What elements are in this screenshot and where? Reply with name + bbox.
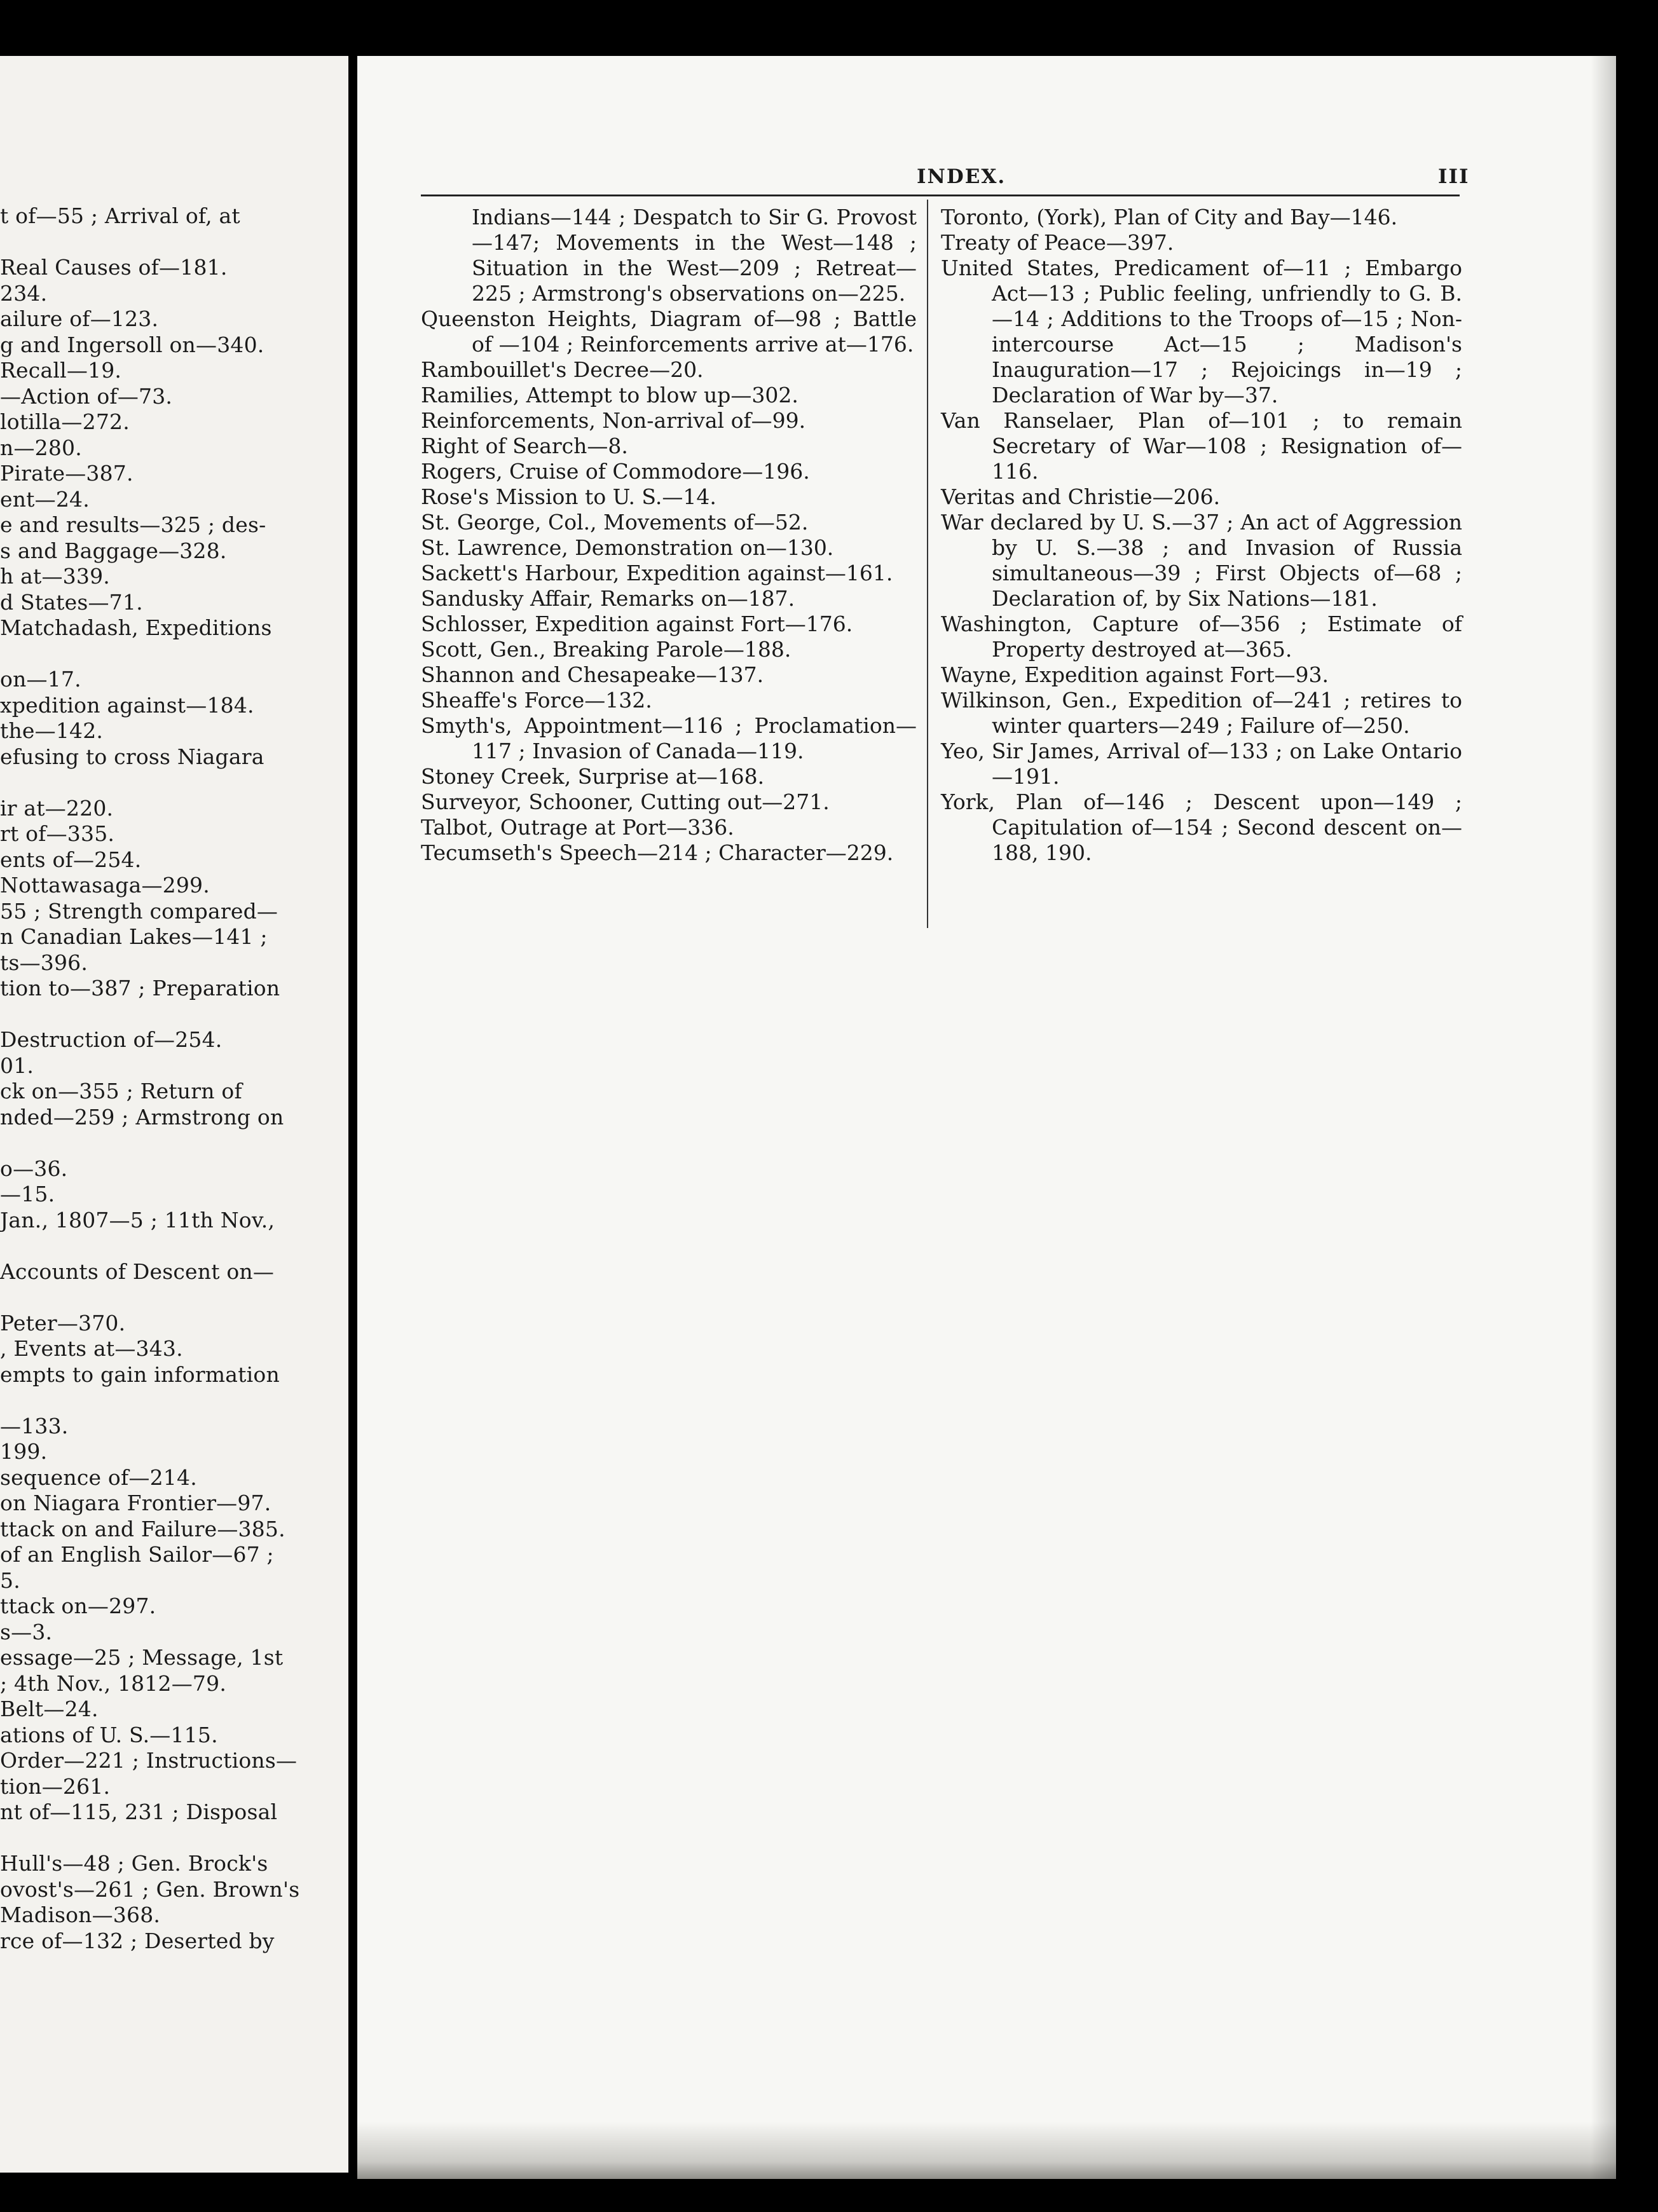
book-gutter [348,0,357,2212]
running-head [357,165,1616,193]
previous-page-line: Accounts of Descent on— [0,1259,275,1284]
index-entry: Van Ranselaer, Plan of—101 ; to remain Secretary of War—108 ; Resignation of—116. [941,408,1462,484]
previous-page-line: ations of U. S.—115. [0,1722,218,1747]
previous-page-line: Matchadash, Expeditions [0,615,272,640]
index-entry: Talbot, Outrage at Port—336. [421,815,734,840]
previous-page-line: nt of—115, 231 ; Disposal [0,1799,278,1824]
column-divider [927,200,928,928]
previous-page-line: nded—259 ; Armstrong on [0,1104,284,1130]
index-entry: Scott, Gen., Breaking Parole—188. [421,637,791,662]
running-title: INDEX. [917,165,1006,188]
previous-page-line: t of—55 ; Arrival of, at [0,203,240,228]
previous-page-line: , Events at—343. [0,1336,183,1361]
previous-page-line: Recall—19. [0,358,122,383]
previous-page-line: sequence of—214. [0,1464,197,1490]
previous-page-line: xpedition against—184. [0,692,254,718]
previous-page-line: Nottawasaga—299. [0,873,210,898]
index-entry: Sackett's Harbour, Expedition against—161. [421,561,893,585]
header-rule [421,195,1460,196]
index-entry: Right of Search—8. [421,434,628,458]
previous-page-line: empts to gain information [0,1362,280,1387]
index-entry: Rose's Mission to U. S.—14. [421,484,716,509]
index-entry: St. Lawrence, Demonstration on—130. [421,535,834,560]
previous-page-line: Peter—370. [0,1310,126,1335]
previous-page-line: ents of—254. [0,847,142,872]
previous-page-line: —133. [0,1413,69,1438]
index-entry: Smyth's, Appointment—116 ; Proclamation—117 ; Invasion of Canada—119. [421,713,917,763]
previous-page-line: Real Causes of—181. [0,255,228,280]
previous-page-line: 5. [0,1567,20,1593]
index-entry: Sheaffe's Force—132. [421,688,652,713]
index-entry: York, Plan of—146 ; Descent upon—149 ; Capitulation of—154 ; Second descent on—188, 190. [941,789,1462,865]
previous-page-line: ts—396. [0,950,88,975]
previous-page-line: ir at—220. [0,795,114,821]
previous-page-fragment [0,56,348,2173]
page-edge-shadow [1591,56,1616,2179]
previous-page-line: Belt—24. [0,1697,99,1721]
previous-page-line: ent—24. [0,486,90,512]
previous-page-line: of an English Sailor—67 ; [0,1542,274,1567]
previous-page-line: Order—221 ; Instructions— [0,1748,298,1773]
previous-page-line: the—142. [0,718,104,743]
previous-page-line: s and Baggage—328. [0,538,227,563]
index-entry: Reinforcements, Non-arrival of—99. [421,408,806,433]
previous-page-line: 55 ; Strength compared— [0,898,278,924]
index-entry: Tecumseth's Speech—214 ; Character—229. [421,840,894,865]
previous-page-line: Jan., 1807—5 ; 11th Nov., [0,1207,275,1232]
previous-page-line: h at—339. [0,564,110,589]
previous-page-line: o—36. [0,1156,68,1181]
previous-page-line: efusing to cross Niagara [0,744,264,769]
previous-page-line: Pirate—387. [0,461,134,486]
index-entry: Wilkinson, Gen., Expedition of—241 ; retires to winter quarters—249 ; Failure of—250. [941,688,1462,738]
index-entry: Indians—144 ; Despatch to Sir G. Provost —147; Movements in the West—148 ; Situation in the West—209 ; Retreat—225 ; Armstrong's observations on—225. [472,205,917,306]
index-entry: Shannon and Chesapeake—137. [421,662,764,687]
index-entry: Wayne, Expedition against Fort—93. [941,662,1329,687]
index-entry: War declared by U. S.—37 ; An act of Aggression by U. S.—38 ; and Invasion of Russia simultaneous—39 ; First Objects of—68 ; Declaration of, by Six Nations—181. [941,510,1462,611]
previous-page-line: 234. [0,280,48,306]
index-column-right [941,205,1462,866]
index-entry: Schlosser, Expedition against Fort—176. [421,611,853,636]
index-entry: Sandusky Affair, Remarks on—187. [421,586,795,611]
previous-page-line: rt of—335. [0,821,115,846]
index-entry: Washington, Capture of—356 ; Estimate of Property destroyed at—365. [941,611,1462,662]
previous-page-line: —Action of—73. [0,383,173,409]
previous-page-line: e and results—325 ; des- [0,512,266,537]
previous-page-line: n—280. [0,435,82,460]
index-entry: Veritas and Christie—206. [941,484,1221,509]
previous-page-line: d States—71. [0,589,143,615]
index-entry: Treaty of Peace—397. [941,230,1174,255]
previous-page-line: ttack on and Failure—385. [0,1516,285,1541]
previous-page-line: n Canadian Lakes—141 ; [0,924,268,949]
previous-page-line: ovost's—261 ; Gen. Brown's [0,1876,300,1902]
previous-page-line: lotilla—272. [0,409,130,434]
index-entry: St. George, Col., Movements of—52. [421,510,809,535]
index-entry: Yeo, Sir James, Arrival of—133 ; on Lake Ontario—191. [941,739,1462,789]
previous-page-line: Destruction of—254. [0,1027,223,1052]
previous-page-line: ttack on—297. [0,1594,156,1618]
previous-page-line: —15. [0,1182,55,1206]
previous-page-line: on Niagara Frontier—97. [0,1491,271,1515]
index-column-left [421,205,917,866]
index-entry: United States, Predicament of—11 ; Embargo Act—13 ; Public feeling, unfriendly to G. B.—14 ; Additions to the Troops of—15 ; Non-intercourse Act—15 ; Madison's Inauguration—17 ; Rejoicings in—19 ; Declaration of War by—37. [941,256,1462,407]
index-entry: Ramilies, Attempt to blow up—302. [421,383,798,407]
previous-page-line: Madison—368. [0,1902,161,1927]
index-entry: Rambouillet's Decree—20. [421,357,704,382]
previous-page-line: tion—261. [0,1773,111,1799]
page-number: III [1438,165,1470,188]
previous-page-line: on—17. [0,667,81,692]
previous-page-line: rce of—132 ; Deserted by [0,1928,275,1953]
index-entry: Queenston Heights, Diagram of—98 ; Battle of —104 ; Reinforcements arrive at—176. [421,306,917,357]
previous-page-line: essage—25 ; Message, 1st [0,1645,284,1670]
index-entry: Rogers, Cruise of Commodore—196. [421,459,810,484]
previous-page-line: ailure of—123. [0,306,159,331]
previous-page-line: ck on—355 ; Return of [0,1079,242,1103]
previous-page-line: s—3. [0,1619,53,1644]
index-page [357,56,1616,2179]
previous-page-line: Hull's—48 ; Gen. Brock's [0,1851,268,1876]
index-entry: Toronto, (York), Plan of City and Bay—146. [941,205,1398,229]
previous-page-line: 199. [0,1439,48,1464]
page-bottom-stain [357,2122,1616,2179]
previous-page-line: 01. [0,1053,34,1078]
index-entry: Surveyor, Schooner, Cutting out—271. [421,789,830,814]
index-entry: Stoney Creek, Surprise at—168. [421,764,765,789]
previous-page-line: g and Ingersoll on—340. [0,332,264,357]
previous-page-line: tion to—387 ; Preparation [0,976,280,1000]
previous-page-line: ; 4th Nov., 1812—79. [0,1670,227,1696]
